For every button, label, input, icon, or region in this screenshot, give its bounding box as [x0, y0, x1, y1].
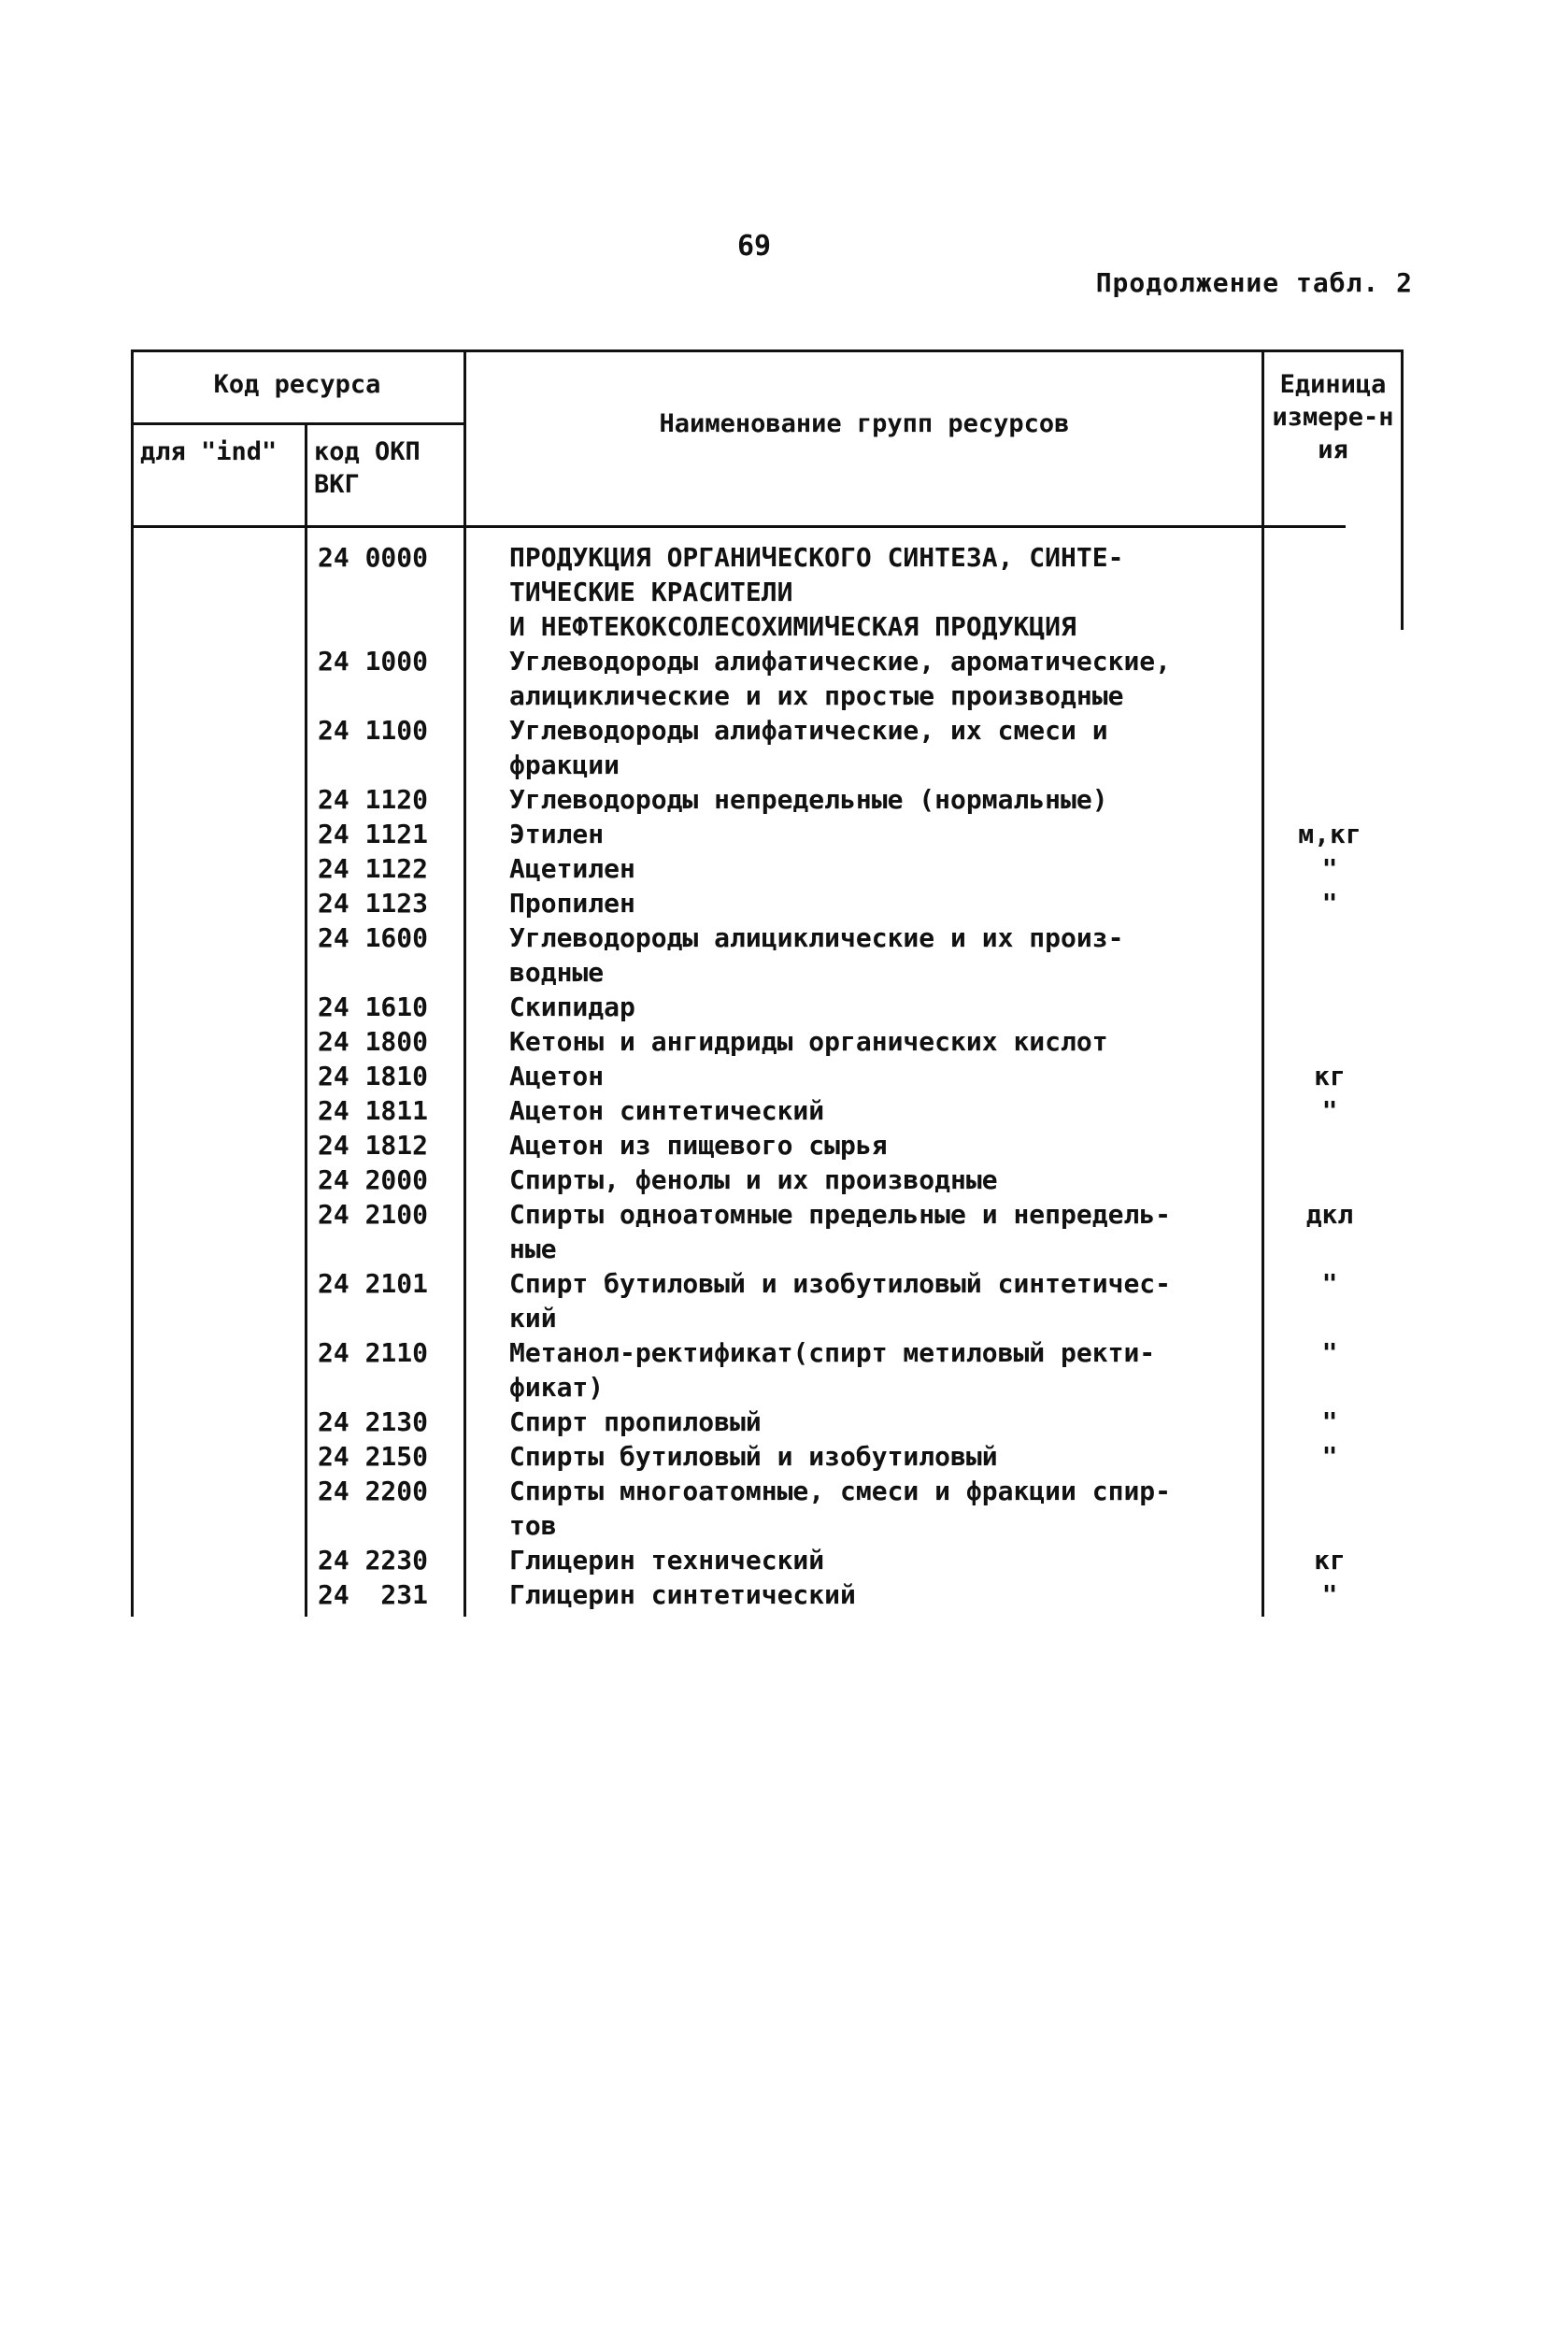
- row-name-line: Кетоны и ангидриды органических кислот: [509, 1026, 1108, 1057]
- row-unit: дкл: [1305, 1199, 1354, 1230]
- row-unit: ": [1321, 1337, 1338, 1368]
- row-name-line: Спирты бутиловый и изобутиловый: [509, 1441, 998, 1472]
- table-top-border: [131, 349, 1404, 352]
- row-name-line: Спирты одноатомные предельные и непредель-: [509, 1199, 1172, 1230]
- row-name-line: Глицерин технический: [509, 1545, 825, 1576]
- row-unit: ": [1321, 888, 1338, 919]
- row-code: 24 1600: [318, 922, 429, 953]
- row-name: [509, 1577, 1388, 1612]
- row-code: 24 1812: [318, 1130, 429, 1161]
- row-name-line: И НЕФТЕКОКСОЛЕСОХИМИЧЕСКАЯ ПРОДУКЦИЯ: [509, 611, 1076, 642]
- row-name: [509, 817, 1388, 851]
- row-name: [509, 1197, 1388, 1266]
- row-name-line: Ацетон синтетический: [509, 1095, 825, 1126]
- row-name-line: Спирт бутиловый и изобутиловый синтетичес-: [509, 1268, 1172, 1299]
- row-name: [509, 990, 1388, 1024]
- row-code: 24 2000: [318, 1164, 429, 1195]
- row-name-line: Углеводороды алициклические и их произ-: [509, 922, 1124, 953]
- row-name-line: Углеводороды алифатические, ароматические,: [509, 646, 1172, 677]
- row-name-line: Этилен: [509, 819, 605, 849]
- row-unit: кг: [1314, 1061, 1346, 1091]
- row-unit: ": [1321, 853, 1338, 884]
- row-name-line: фракции: [509, 749, 620, 780]
- row-code: 24 2200: [318, 1476, 429, 1506]
- row-code: 24 1000: [318, 646, 429, 677]
- row-code: 24 1811: [318, 1095, 429, 1126]
- resource-table: [131, 349, 1404, 1617]
- row-name: [509, 1162, 1388, 1197]
- row-name-line: водные: [509, 957, 605, 988]
- row-name-line: Скипидар: [509, 991, 635, 1022]
- row-code: 24 231: [318, 1579, 429, 1610]
- row-unit: ": [1321, 1268, 1338, 1299]
- row-name-line: Ацетон: [509, 1061, 605, 1091]
- row-code: 24 1810: [318, 1061, 429, 1091]
- row-name-line: ТИЧЕСКИЕ КРАСИТЕЛИ: [509, 577, 793, 607]
- table-left-border: [131, 349, 134, 1617]
- row-code: 24 2130: [318, 1406, 429, 1437]
- table-divider-ind: [305, 424, 307, 1617]
- row-name: [509, 851, 1388, 886]
- row-unit: ": [1321, 1406, 1338, 1437]
- row-unit: ": [1321, 1441, 1338, 1472]
- row-name: [509, 1093, 1388, 1128]
- row-code: 24 2150: [318, 1441, 429, 1472]
- row-name: [509, 920, 1388, 990]
- row-name-line: кий: [509, 1303, 557, 1334]
- header-col-ind: для "ind": [140, 437, 278, 466]
- row-code: 24 2110: [318, 1337, 429, 1368]
- row-unit: м,кг: [1298, 819, 1361, 849]
- row-code: 24 1122: [318, 853, 429, 884]
- row-name-line: Спирты многоатомные, смеси и фракции спир-: [509, 1476, 1172, 1506]
- row-name-line: Метанол-ректификат(спирт метиловый ректи-: [509, 1337, 1156, 1368]
- row-code: 24 1123: [318, 888, 429, 919]
- row-name-line: Спирт пропиловый: [509, 1406, 762, 1437]
- table-continuation-label: Продолжение табл. 2: [1095, 267, 1413, 298]
- row-name: [509, 1405, 1388, 1439]
- row-name-line: ные: [509, 1234, 557, 1264]
- row-code: 24 1800: [318, 1026, 429, 1057]
- row-name: [509, 1024, 1388, 1059]
- row-name: [509, 1335, 1388, 1405]
- row-name: [509, 1059, 1388, 1093]
- row-unit: ": [1321, 1095, 1338, 1126]
- row-code: 24 1100: [318, 715, 429, 746]
- row-name: [509, 1266, 1388, 1335]
- row-name-line: алициклические и их простые производные: [509, 680, 1124, 711]
- row-name: [509, 1128, 1388, 1162]
- row-name: [509, 1439, 1388, 1474]
- page-number: 69: [737, 230, 772, 263]
- row-name: [509, 886, 1388, 920]
- header-col-unit: Единица измере-ния: [1272, 370, 1394, 464]
- row-name-line: Спирты, фенолы и их производные: [509, 1164, 998, 1195]
- row-name-line: ПРОДУКЦИЯ ОРГАНИЧЕСКОГО СИНТЕЗА, СИНТЕ-: [509, 542, 1124, 573]
- header-col-name: Наименование групп ресурсов: [659, 409, 1070, 438]
- row-name-line: Углеводороды непредельные (нормальные): [509, 784, 1108, 815]
- header-bottom-border: [131, 525, 1346, 528]
- row-code: 24 2230: [318, 1545, 429, 1576]
- table-right-border: [1401, 349, 1404, 630]
- row-name: [509, 644, 1388, 713]
- row-code: 24 2101: [318, 1268, 429, 1299]
- row-code: 24 1120: [318, 784, 429, 815]
- row-name-line: Пропилен: [509, 888, 635, 919]
- row-name-line: тов: [509, 1510, 557, 1541]
- header-subdivider: [131, 422, 463, 425]
- row-code: 24 1610: [318, 991, 429, 1022]
- row-name-line: Ацетон из пищевого сырья: [509, 1130, 888, 1161]
- row-name-line: фикат): [509, 1372, 605, 1403]
- row-name: [509, 540, 1388, 644]
- row-name: [509, 782, 1388, 817]
- header-resource-code: Код ресурса: [213, 370, 381, 399]
- row-name-line: Ацетилен: [509, 853, 635, 884]
- row-code: 24 1121: [318, 819, 429, 849]
- row-name: [509, 713, 1388, 782]
- table-divider-code: [463, 349, 466, 1617]
- row-name: [509, 1543, 1388, 1577]
- row-code: 24 0000: [318, 542, 429, 573]
- row-name: [509, 1474, 1388, 1543]
- row-name-line: Углеводороды алифатические, их смеси и: [509, 715, 1108, 746]
- header-col-okp: код ОКП ВКГ: [314, 437, 421, 499]
- row-unit: ": [1321, 1579, 1338, 1610]
- row-name-line: Глицерин синтетический: [509, 1579, 856, 1610]
- row-code: 24 2100: [318, 1199, 429, 1230]
- row-unit: кг: [1314, 1545, 1346, 1576]
